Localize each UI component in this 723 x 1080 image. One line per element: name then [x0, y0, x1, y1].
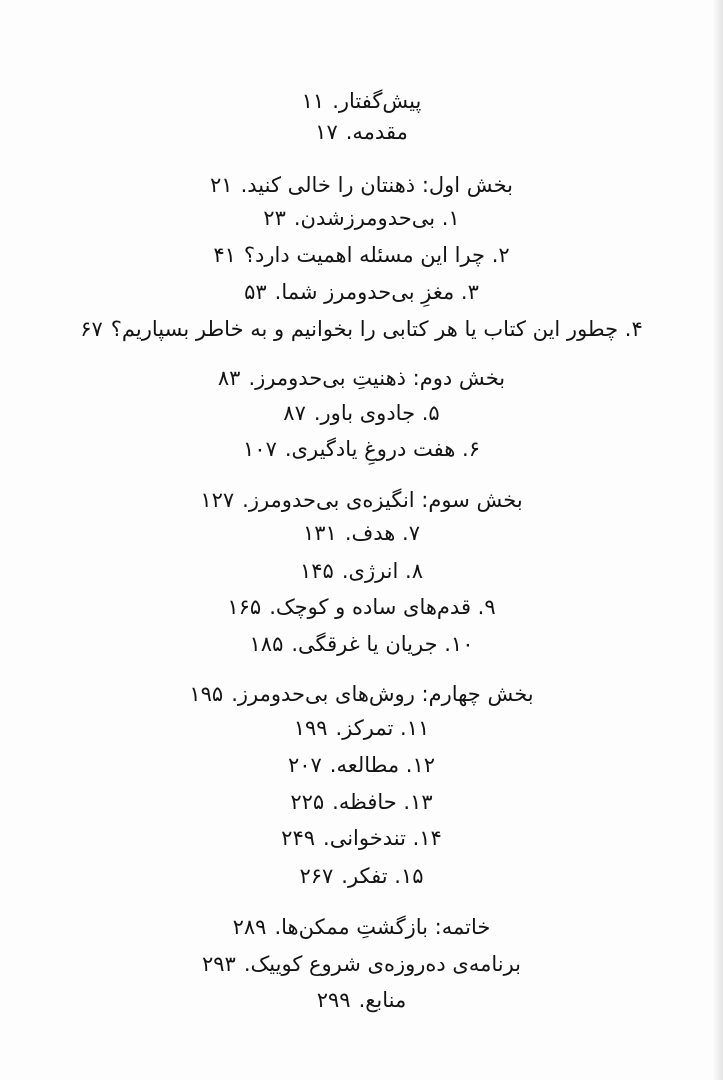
toc-entry-title: ۷. هدف. [344, 521, 421, 545]
toc-entry-page: ۱۴۵ [300, 559, 334, 583]
toc-entry-page: ۲۹۳ [201, 952, 236, 976]
toc-entry-page: ۱۶۵ [227, 595, 262, 619]
toc-entry-preface [0, 86, 723, 116]
toc-entry-page: ۸۳ [217, 366, 241, 390]
toc-entry-chapter [0, 823, 723, 853]
toc-part-heading [0, 363, 723, 393]
toc-entry-page: ۱۹۵ [189, 682, 224, 706]
toc-entry-page: ۲۱ [210, 173, 233, 197]
toc-entry-title: ۱۲. مطالعه. [329, 753, 436, 777]
toc-entry-title: ۳. مغزِ بی‌حدومرز شما. [274, 280, 479, 304]
toc-entry-chapter [0, 518, 723, 548]
toc-entry-chapter [0, 861, 723, 891]
toc-entry-title: ۱۱. تمرکز. [335, 716, 430, 740]
toc-entry-page: ۴۱ [213, 243, 236, 267]
toc-entry-page: ۱۰۷ [243, 437, 277, 461]
toc-entry-chapter [0, 434, 723, 464]
toc-entry-title: ۱۰. جریان یا غرقگی. [291, 632, 474, 656]
toc-entry-title: ۲. چرا این مسئله اهمیت دارد؟ [243, 243, 510, 267]
toc-entry-references [0, 985, 723, 1015]
toc-entry-title: ۱. بی‌حدومرزشدن. [293, 206, 460, 230]
toc-entry-page: ۲۴۹ [281, 826, 316, 850]
toc-entry-title: پیش‌گفتار. [332, 89, 422, 113]
toc-entry-title: برنامه‌ی ده‌روزه‌ی شروع کوییک. [243, 952, 522, 976]
toc-entry-title: بخش اول: ذهنتان را خالی کنید. [240, 173, 513, 197]
toc-entry-title: مقدمه. [345, 120, 408, 144]
toc-entry-epilogue [0, 912, 723, 942]
toc-entry-title: خاتمه: بازگشتِ ممکن‌ها. [274, 915, 491, 939]
toc-entry-chapter [0, 203, 723, 233]
toc-entry-page: ۱۸۵ [249, 632, 284, 656]
toc-entry-title: ۹. قدم‌های ساده و کوچک. [269, 595, 496, 619]
toc-entry-chapter [0, 592, 723, 622]
toc-part-heading [0, 679, 723, 709]
toc-entry-title: منابع. [358, 988, 407, 1012]
toc-entry-page: ۱۹۹ [293, 716, 328, 740]
toc-entry-title: ۱۵. تفکر. [341, 864, 424, 888]
toc-entry-chapter [0, 629, 723, 659]
toc-entry-title: ۱۴. تندخوانی. [323, 826, 442, 850]
toc-entry-chapter [0, 240, 723, 270]
toc-entry-program [0, 949, 723, 979]
toc-entry-page: ۲۹۹ [316, 988, 351, 1012]
toc-entry-chapter [0, 314, 723, 344]
toc-entry-title: بخش سوم: انگیزه‌ی بی‌حدومرز. [242, 488, 523, 512]
toc-entry-chapter [0, 398, 723, 428]
toc-entry-page: ۵۳ [244, 280, 267, 304]
toc-entry-chapter [0, 277, 723, 307]
toc-entry-page: ۲۳ [263, 206, 286, 230]
toc-entry-chapter [0, 787, 723, 817]
toc-entry-chapter [0, 750, 723, 780]
toc-entry-chapter [0, 713, 723, 743]
toc-entry-title: بخش دوم: ذهنیتِ بی‌حدومرز. [248, 366, 506, 390]
toc-entry-page: ۱۷ [315, 120, 338, 144]
page-edge-shadow [713, 0, 723, 1080]
toc-entry-title: ۸. انرژی. [341, 559, 423, 583]
toc-entry-title: ۱۳. حافظه. [332, 790, 433, 814]
toc-entry-page: ۲۰۷ [287, 753, 322, 777]
toc-entry-page: ۲۲۵ [290, 790, 325, 814]
toc-entry-page: ۱۱ [301, 89, 325, 113]
toc-entry-title: بخش چهارم: روش‌های بی‌حدومرز. [231, 682, 534, 706]
toc-entry-page: ۱۳۱ [302, 521, 337, 545]
toc-entry-page: ۲۸۹ [232, 915, 267, 939]
toc-part-heading [0, 485, 723, 515]
toc-part-heading [0, 170, 723, 200]
toc-entry-page: ۲۶۷ [299, 864, 334, 888]
toc-entry-page: ۱۲۷ [200, 488, 235, 512]
toc-entry-chapter [0, 556, 723, 586]
toc-entry-title: ۵. جادوی باور. [313, 401, 440, 425]
toc-entry-title: ۶. هفت دروغِ یادگیری. [284, 437, 480, 461]
toc-entry-title: ۴. چطور این کتاب یا هر کتابی را بخوانیم و به خاطر بسپاریم؟ [110, 317, 643, 341]
toc-entry-page: ۸۷ [283, 401, 306, 425]
toc-entry-introduction [0, 117, 723, 147]
toc-entry-page: ۶۷ [80, 317, 103, 341]
